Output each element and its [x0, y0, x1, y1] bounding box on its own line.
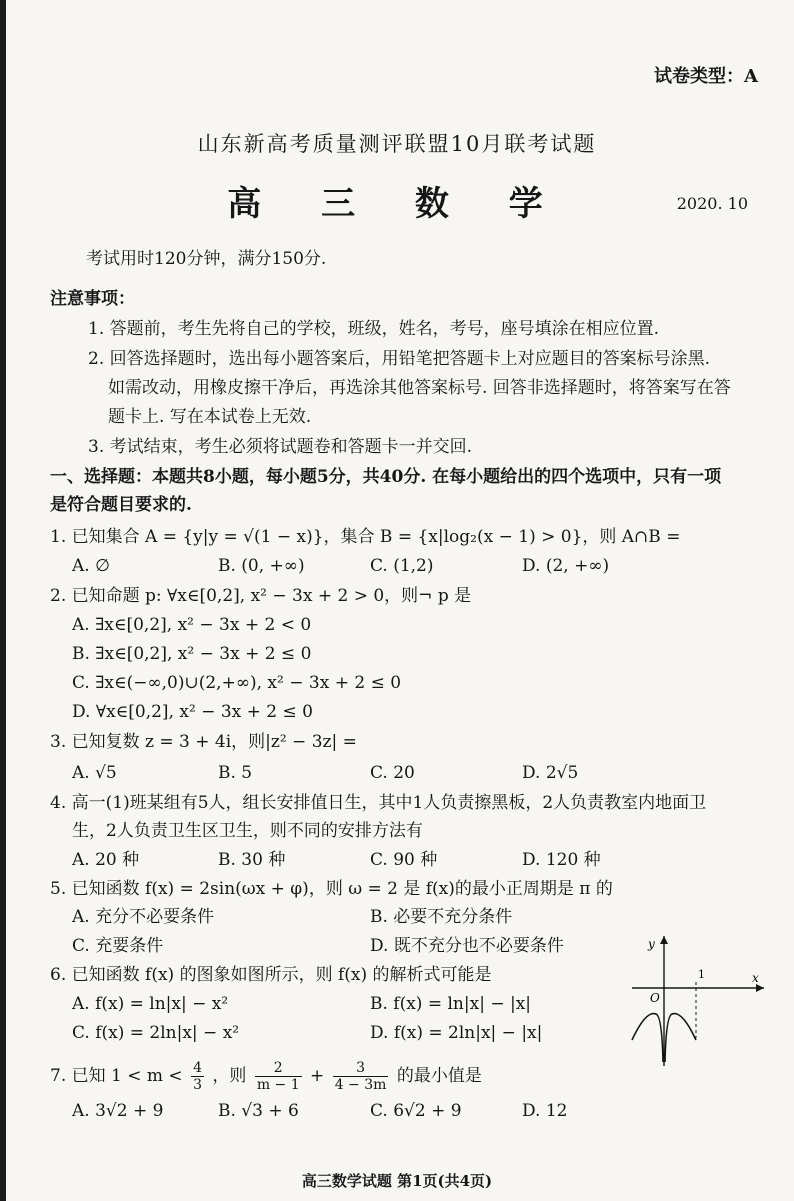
q7-option-a: A. 3√2 + 9	[72, 1101, 164, 1121]
page-footer: 高三数学试题 第1页(共4页)	[301, 1172, 493, 1190]
q3-option-d: D. 2√5	[522, 763, 579, 783]
q1-option-d: D. (2, +∞)	[522, 556, 610, 576]
q4-option-d: D. 120 种	[522, 850, 601, 870]
q7-plus: +	[310, 1066, 325, 1086]
q5-option-c: C. 充要条件	[72, 936, 164, 956]
q7-option-d: D. 12	[522, 1101, 568, 1121]
q7-frac1-num: 4	[193, 1060, 202, 1076]
q6-option-a: A. f(x) = ln|x| − x²	[72, 994, 229, 1014]
q7-option-c: C. 6√2 + 9	[370, 1101, 462, 1121]
question-2-stem: 2. 已知命题 p: ∀x∈[0,2], x² − 3x + 2 > 0，则¬ p 是	[50, 586, 472, 606]
notice-item: 1. 答题前，考生先将自己的学校，班级，姓名，考号，座号填涂在相应位置.	[88, 319, 660, 339]
section-heading-cont: 是符合题目要求的.	[50, 495, 192, 515]
tick-label: 1	[698, 968, 705, 981]
q6-option-b: B. f(x) = ln|x| − |x|	[370, 994, 532, 1014]
notice-item: 如需改动，用橡皮擦干净后，再选涂其他答案标号. 回答非选择题时，将答案写在答	[108, 378, 731, 398]
q7-fraction-1	[191, 1060, 204, 1093]
q7-option-b: B. √3 + 6	[218, 1101, 299, 1121]
origin-label: O	[650, 991, 660, 1005]
exam-title: 山东新高考质量测评联盟10月联考试题	[197, 132, 597, 156]
section-heading: 一、选择题：本题共8小题，每小题5分，共40分. 在每小题给出的四个选项中，只有一项	[50, 467, 722, 487]
q7-frac2-den: m − 1	[256, 1077, 300, 1093]
subject-title: 高 三 数 学	[227, 184, 567, 224]
q2-option-a: A. ∃x∈[0,2], x² − 3x + 2 < 0	[72, 615, 312, 635]
exam-date: 2020. 10	[676, 194, 748, 213]
q5-option-a: A. 充分不必要条件	[72, 907, 215, 927]
question-3-stem: 3. 已知复数 z = 3 + 4i，则|z² − 3z| =	[50, 732, 357, 752]
question-7-stem	[50, 1060, 482, 1093]
q6-option-d: D. f(x) = 2ln|x| − |x|	[370, 1023, 543, 1043]
exam-info: 考试用时120分钟，满分150分.	[86, 249, 327, 269]
q3-option-c: C. 20	[370, 763, 415, 783]
q7-frac2-num: 2	[255, 1060, 302, 1077]
function-graph	[628, 932, 768, 1070]
q7-stem-mid: ，则	[212, 1066, 247, 1086]
left-branch-curve	[632, 1014, 663, 1062]
q4-option-b: B. 30 种	[218, 850, 286, 870]
q7-frac3-num: 3	[333, 1060, 389, 1077]
q1-option-a: A. ∅	[72, 556, 110, 576]
q2-option-d: D. ∀x∈[0,2], x² − 3x + 2 ≤ 0	[72, 702, 313, 722]
q2-option-c: C. ∃x∈(−∞,0)∪(2,+∞), x² − 3x + 2 ≤ 0	[72, 673, 402, 693]
y-axis-arrow	[660, 936, 668, 944]
q7-stem-post: 的最小值是	[396, 1066, 482, 1086]
q1-option-c: C. (1,2)	[370, 556, 434, 576]
notice-item: 2. 回答选择题时，选出每小题答案后，用铅笔把答题卡上对应题目的答案标号涂黑.	[88, 349, 711, 369]
notice-heading: 注意事项：	[50, 289, 135, 309]
q6-option-c: C. f(x) = 2ln|x| − x²	[72, 1023, 240, 1043]
q7-fraction-3	[333, 1060, 389, 1093]
notice-item: 3. 考试结束，考生必须将试题卷和答题卡一并交回.	[88, 437, 473, 457]
q7-fraction-2	[255, 1060, 302, 1093]
q1-option-b: B. (0, +∞)	[218, 556, 305, 576]
x-axis-arrow	[756, 984, 764, 992]
notice-item: 题卡上. 写在本试卷上无效.	[108, 407, 312, 427]
q7-frac1-den: 3	[193, 1077, 202, 1093]
right-branch-curve	[665, 1014, 696, 1062]
q5-option-b: B. 必要不充分条件	[370, 907, 513, 927]
q3-option-b: B. 5	[218, 763, 253, 783]
q7-frac3-den: 4 − 3m	[334, 1077, 387, 1093]
q3-option-a: A. √5	[72, 763, 117, 783]
q5-option-d: D. 既不充分也不必要条件	[370, 936, 564, 956]
y-axis-label: y	[648, 937, 655, 951]
question-1-stem: 1. 已知集合 A = {y|y = √(1 − x)}，集合 B = {x|log₂(x − 1) > 0}，则 A∩B =	[50, 527, 681, 547]
q7-stem-pre: 7. 已知 1 < m <	[50, 1066, 183, 1086]
question-5-stem: 5. 已知函数 f(x) = 2sin(ωx + φ)，则 ω = 2 是 f(x)的最小正周期是 π 的	[50, 879, 613, 899]
question-4-stem: 4. 高一(1)班某组有5人，组长安排值日生，其中1人负责擦黑板，2人负责教室内地面卫	[50, 793, 707, 813]
question-4-stem-cont: 生，2人负责卫生区卫生，则不同的安排方法有	[72, 821, 423, 841]
q2-option-b: B. ∃x∈[0,2], x² − 3x + 2 ≤ 0	[72, 644, 312, 664]
q4-option-c: C. 90 种	[370, 850, 438, 870]
paper-type: 试卷类型：A	[654, 66, 758, 87]
q4-option-a: A. 20 种	[72, 850, 140, 870]
x-axis-label: x	[752, 971, 759, 985]
question-6-stem: 6. 已知函数 f(x) 的图象如图所示，则 f(x) 的解析式可能是	[50, 965, 492, 985]
